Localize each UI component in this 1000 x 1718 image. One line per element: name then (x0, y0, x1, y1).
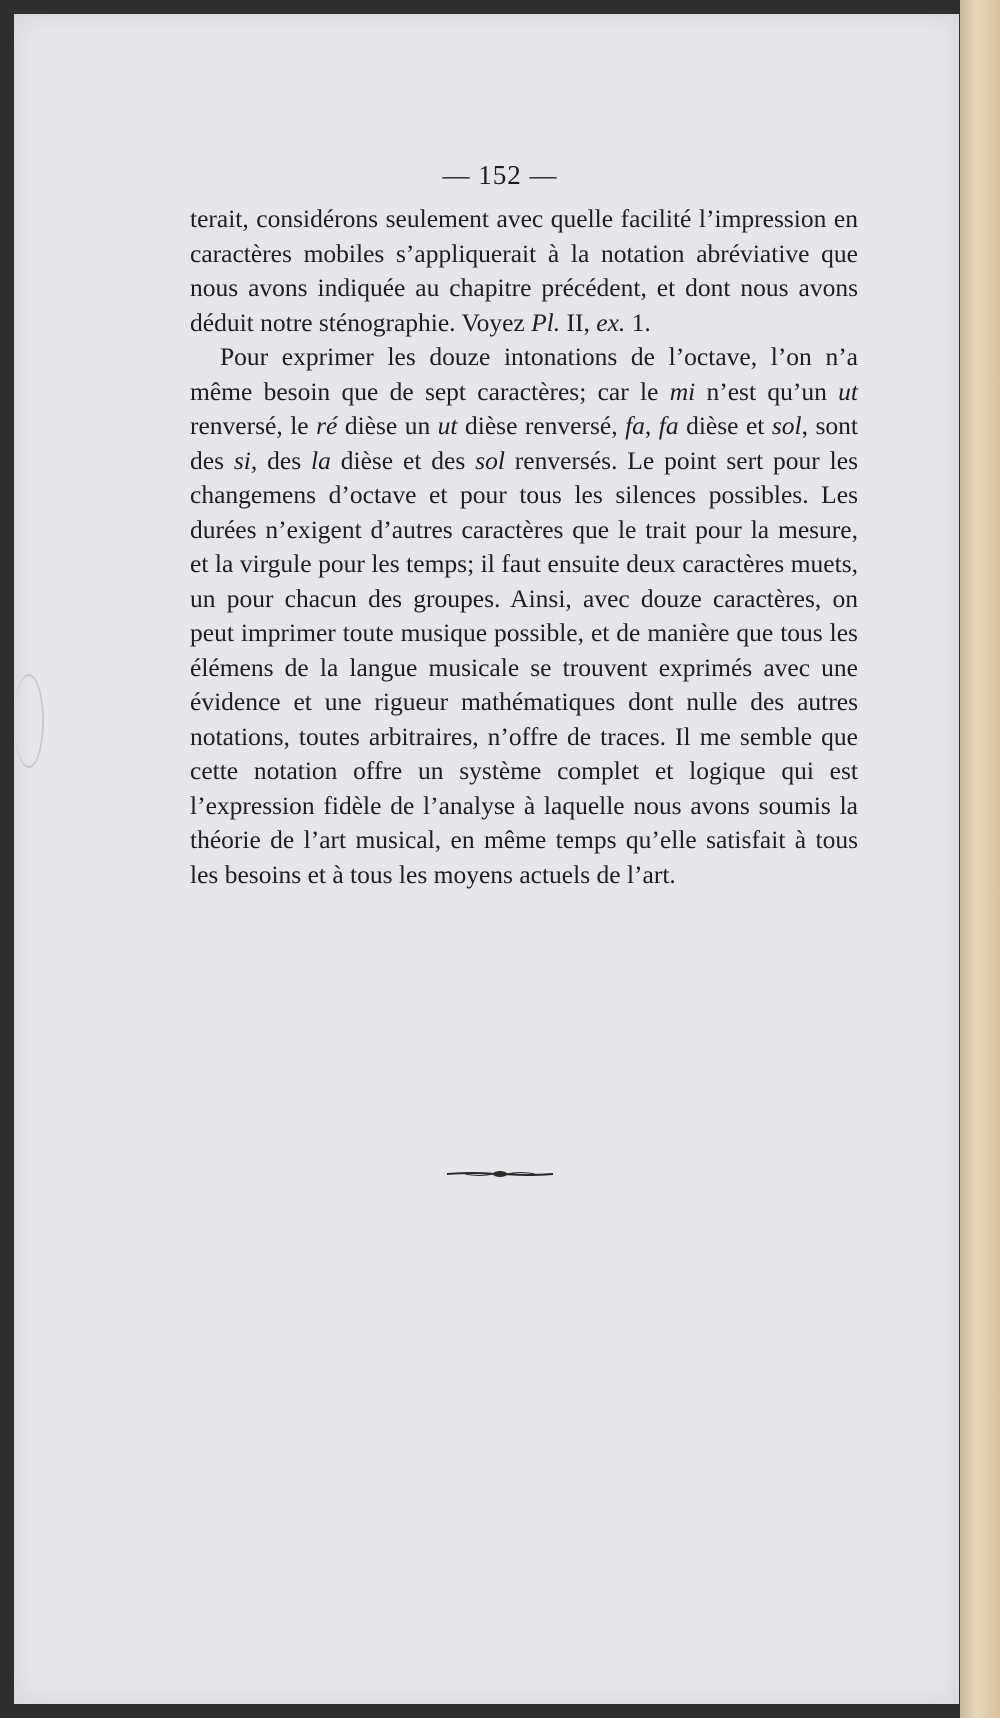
body-text (190, 202, 858, 892)
italic-run: la (311, 445, 331, 475)
italic-run: sol (771, 411, 802, 440)
italic-run: sol (475, 445, 505, 475)
italic-run: si (233, 445, 251, 475)
italic-run: fa (658, 411, 679, 440)
text-run: , sont des (190, 411, 858, 475)
text-run: II, (560, 307, 597, 337)
paper-stain (14, 674, 44, 768)
ornament-divider-icon (445, 1168, 555, 1180)
text-run: dièse et (678, 411, 772, 440)
text-run: dièse un (337, 411, 438, 440)
text-run: , des (250, 445, 312, 475)
italic-run: ex. (596, 307, 626, 337)
italic-run: ré (316, 411, 338, 440)
italic-run: mi (669, 376, 696, 406)
italic-run: ut (437, 411, 458, 440)
page-number: — 152 — (442, 160, 558, 190)
italic-run: ut (838, 376, 858, 406)
text-run: , (644, 411, 659, 440)
text-run: renversés. Le point sert pour les changemens d’octave et pour tous les silences possibles. Les durées n’exigent d’autres caractères que le trait pour la mesure, et la virgule pour les temps; il faut ensuite deux caractères muets, un pour chacun des groupes. Ainsi, avec douze caractères, on peut imprimer toute musique possible, et de manière que tous les élémens de la langue musicale se trouvent exprimés avec une évidence et une rigueur mathématiques dont nulle des autres notations, toutes arbitraires, n’offre de traces. Il me semble que cette notation offre un système complet et logique qui est l’expression fidèle de l’analyse à laquelle nous avons soumis la théorie de l’art musical, en même temps qu’elle satisfait à tous les besoins et à tous les moyens actuels de l’art. (190, 445, 858, 889)
paragraph (190, 340, 858, 892)
italic-run: fa (625, 411, 645, 440)
italic-run: Pl. (531, 307, 561, 337)
text-run: terait, considérons seulement avec quelle facilité l’impression en caractères mobiles s’appliquerait à la notation abréviative que nous avons indiquée au chapitre précédent, et dont nous avons déduit notre sténographie. Voyez (190, 204, 858, 337)
text-run: dièse et des (330, 445, 476, 475)
text-run: Pour exprimer les douze intonations de l’octave, l’on n’a même besoin que de sept caractères; car le (190, 342, 858, 406)
text-run: dièse renversé, (457, 411, 626, 440)
text-run: n’est qu’un (695, 376, 839, 406)
paragraph (190, 202, 858, 340)
text-run: 1. (625, 307, 651, 337)
adjacent-page-edge (960, 0, 1000, 1718)
text-run: renversé, le (190, 411, 317, 440)
